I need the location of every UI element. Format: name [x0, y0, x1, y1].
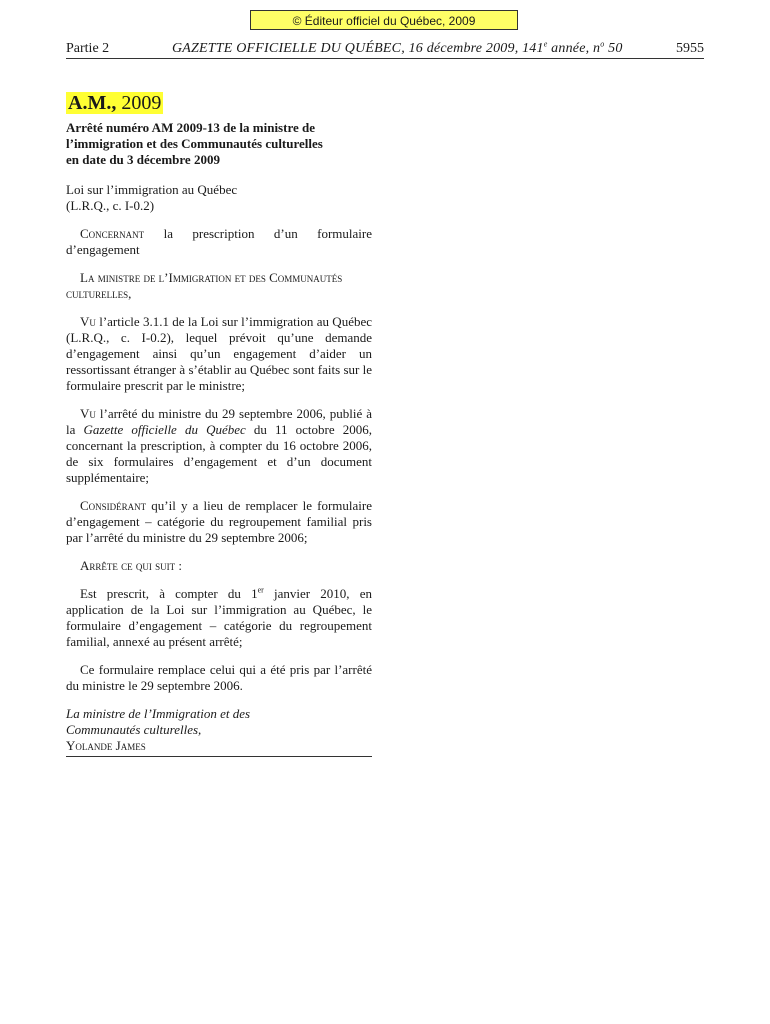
- signature-block: La ministre de l’Immigration et des Communautés culturelles,: [66, 706, 251, 737]
- running-head: [66, 40, 704, 59]
- closing-rule: [66, 756, 372, 757]
- gazette-title: GAZETTE OFFICIELLE DU QUÉBEC, 16 décembre 2009, 141e année, $n^o$ 50: [172, 39, 623, 56]
- considerant-paragraph: Considérant qu’il y a lieu de remplacer le formulaire d’engagement – catégorie du regroupement familial pris par l’arrêté du ministre du 29 septembre 2006;: [66, 498, 372, 545]
- section-title: A.M., 2009: [68, 92, 162, 114]
- ministre-heading: La ministre de l’Immigration et des Communautés culturelles,: [66, 270, 343, 301]
- article-column: [66, 120, 372, 757]
- arrete-heading: Arrête ce qui suit :: [80, 558, 183, 573]
- vu-paragraph-2: Vu l’arrêté du ministre du 29 septembre 2006, publié à la Gazette officielle du Québec du 11 octobre 2006, concernant la prescription, à compter du 16 octobre 2006, de six formulaires d’engagement et d’un document supplémentaire;: [66, 406, 373, 485]
- remplace-paragraph: Ce formulaire remplace celui qui a été pris par l’arrêté du ministre le 29 septembre 2006.: [66, 662, 372, 693]
- signatory-name: Yolande James: [66, 738, 146, 753]
- concernant-paragraph: Concernant la prescription d’un formulaire d’engagement: [66, 226, 372, 257]
- page-number: 5955: [676, 41, 704, 56]
- prescrit-paragraph: Est prescrit, à compter du 1er janvier 2010, en application de la Loi sur l’immigration au Québec, le formulaire d’engagement – catégorie du regroupement familial, annexé au présent arrêté;: [66, 585, 372, 649]
- copyright-banner: © Éditeur officiel du Québec, 2009: [250, 10, 518, 30]
- part-label: Partie 2: [66, 41, 110, 56]
- arrete-title: Arrêté numéro AM 2009-13 de la ministre de l’immigration et des Communautés culturelles en date du 3 décembre 2009: [66, 120, 323, 167]
- vu-paragraph-1: Vu l’article 3.1.1 de la Loi sur l’immigration au Québec (L.R.Q., c. I-0.2), lequel prévoit qu’une demande d’engagement ainsi qu’un engagement d’aider un ressortissant étranger à s’établir au Québec sont faits sur le formulaire prescrit par le ministre;: [66, 314, 372, 393]
- law-reference: Loi sur l’immigration au Québec (L.R.Q., c. I-0.2): [66, 182, 238, 213]
